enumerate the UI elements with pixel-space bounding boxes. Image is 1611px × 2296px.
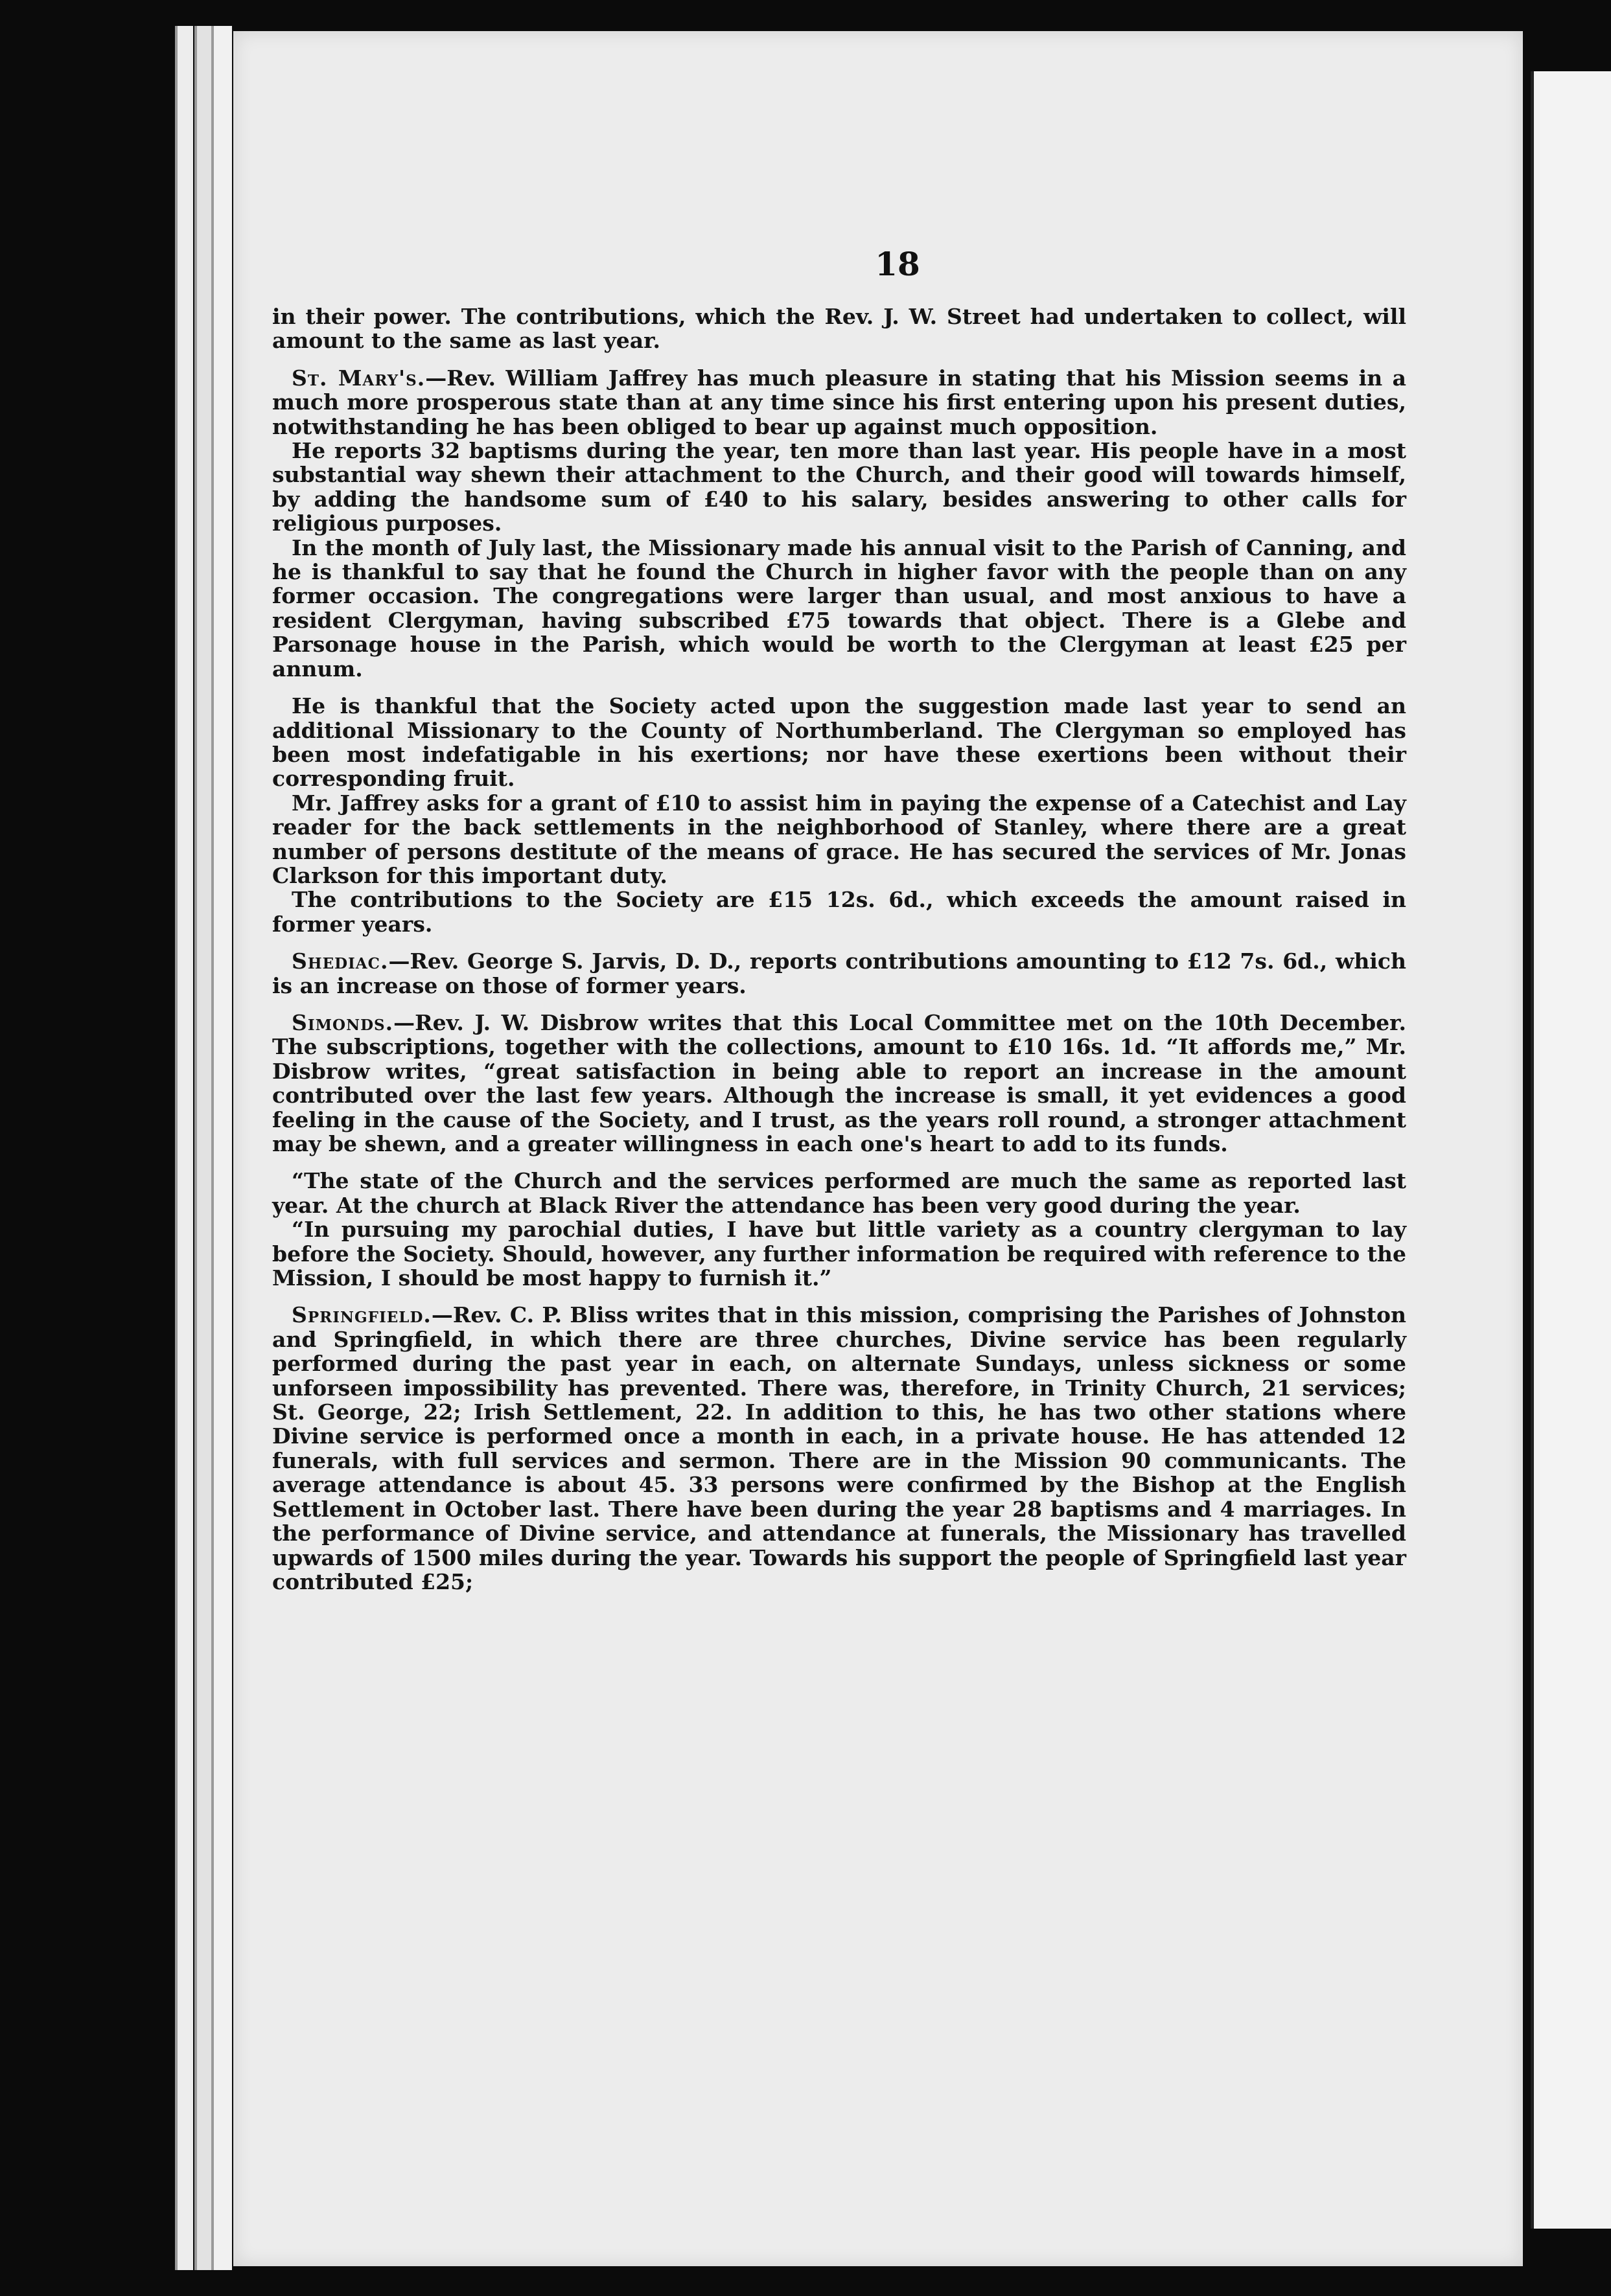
facing-page-edge (1531, 71, 1611, 2229)
page-number: 18 (875, 245, 920, 283)
paragraph (272, 1217, 1406, 1290)
paragraph-text: —Rev. C. P. Bliss writes that in this mission, comprising the Parishes of Johnston and Springfield, in which there are three churches, Divine service has been regularly performed during the past year in each, on alternate Sundays, unless sickness or some unforseen impossibility has prevented. There was, therefore, in Trinity Church, 21 services; St. George, 22; Irish Settlement, 22. In addition to this, he has two other stations where Divine service is performed once a month in each, in a private house. He has attended 12 funerals, with full services and sermon. There are in the Mission 90 communicants. The average attendance is about 45. 33 persons were confirmed by the Bishop at the English Settlement in October last. There have been during the year 28 baptisms and 4 marriages. In the performance of Divine service, and attendance at funerals, the Missionary has travelled upwards of 1500 miles during the year. Towards his support the people of Springfield last year contributed £25; (272, 1302, 1406, 1594)
paragraph-text: —Rev. J. W. Disbrow writes that this Local Committee met on the 10th December. The subscriptions, together with the collections, amount to £10 16s. 1d. “It affords me,” Mr. Disbrow writes, “great satisfaction in being able to report an increase in the amount contributed over the last few years. Although the increase is small, it yet evidences a good feeling in the cause of the Society, and I trust, as the years roll round, a stronger attachment may be shewn, and a greater willingness in each one's heart to add to its funds. (272, 1009, 1406, 1156)
section-heading: Springfield. (292, 1302, 432, 1328)
paragraph-text: “In pursuing my parochial duties, I have but little variety as a country clergyman to lay before the Society. Should, however, any further information be required with reference to the Mission, I should be most happy to furnish it.” (272, 1217, 1406, 1291)
paragraph (272, 1011, 1406, 1156)
paragraph (272, 694, 1406, 791)
body-text (272, 304, 1406, 1594)
paragraph-text: “The state of the Church and the services performed are much the same as reported last year. At the church at Black River the attendance has been very good during the year. (272, 1168, 1406, 1218)
page-edge (175, 26, 193, 2270)
paragraph (272, 888, 1406, 936)
paragraph (272, 949, 1406, 998)
paragraph-text: —Rev. George S. Jarvis, D. D., reports contributions amounting to £12 7s. 6d., which is an increase on those of former years. (272, 948, 1406, 998)
paragraph (272, 1169, 1406, 1217)
section-heading: St. Mary's. (292, 365, 426, 391)
paragraph (272, 1303, 1406, 1594)
paragraph-text: in their power. The contributions, which the Rev. J. W. Street had undertaken to collect, will amount to the same as last year. (272, 304, 1406, 354)
paragraph (272, 366, 1406, 439)
paragraph (272, 536, 1406, 681)
paragraph-text: He is thankful that the Society acted upon the suggestion made last year to send an additional Missionary to the County of Northumberland. The Clergyman so employed has been most indefatigable in his exertions; nor have these exertions been without their corresponding fruit. (272, 693, 1406, 792)
paragraph (272, 439, 1406, 536)
section-heading: Shediac. (292, 948, 389, 974)
page-edge (194, 26, 211, 2270)
paragraph (272, 304, 1406, 353)
page-edge (211, 26, 232, 2270)
paragraph-text: Mr. Jaffrey asks for a grant of £10 to assist him in paying the expense of a Catechist and Lay reader for the back settlements in the neighborhood of Stanley, where there are a great number of persons destitute of the means of grace. He has secured the services of Mr. Jonas Clarkson for this important duty. (272, 790, 1406, 888)
paragraph-text: The contributions to the Society are £15 12s. 6d., which exceeds the amount raised in former years. (272, 887, 1406, 937)
paragraph-text: —Rev. William Jaffrey has much pleasure in stating that his Mission seems in a much more prosperous state than at any time since his first entering upon his present duties, notwithstanding he has been obliged to bear up against much opposition. (272, 365, 1406, 439)
section-heading: Simonds. (292, 1009, 394, 1035)
paragraph-text: In the month of July last, the Missionary made his annual visit to the Parish of Canning, and he is thankful to say that he found the Church in higher favor with the people than on any former occasion. The congregations were larger than usual, and most anxious to have a resident Clergyman, having subscribed £75 towards that object. There is a Glebe and Parsonage house in the Parish, which would be worth to the Clergyman at least £25 per annum. (272, 534, 1406, 682)
paragraph (272, 791, 1406, 888)
paragraph-text: He reports 32 baptisms during the year, ten more than last year. His people have in a most substantial way shewn their attachment to the Church, and their good will towards himself, by adding the handsome sum of £40 to his salary, besides answering to other calls for religious purposes. (272, 438, 1406, 536)
